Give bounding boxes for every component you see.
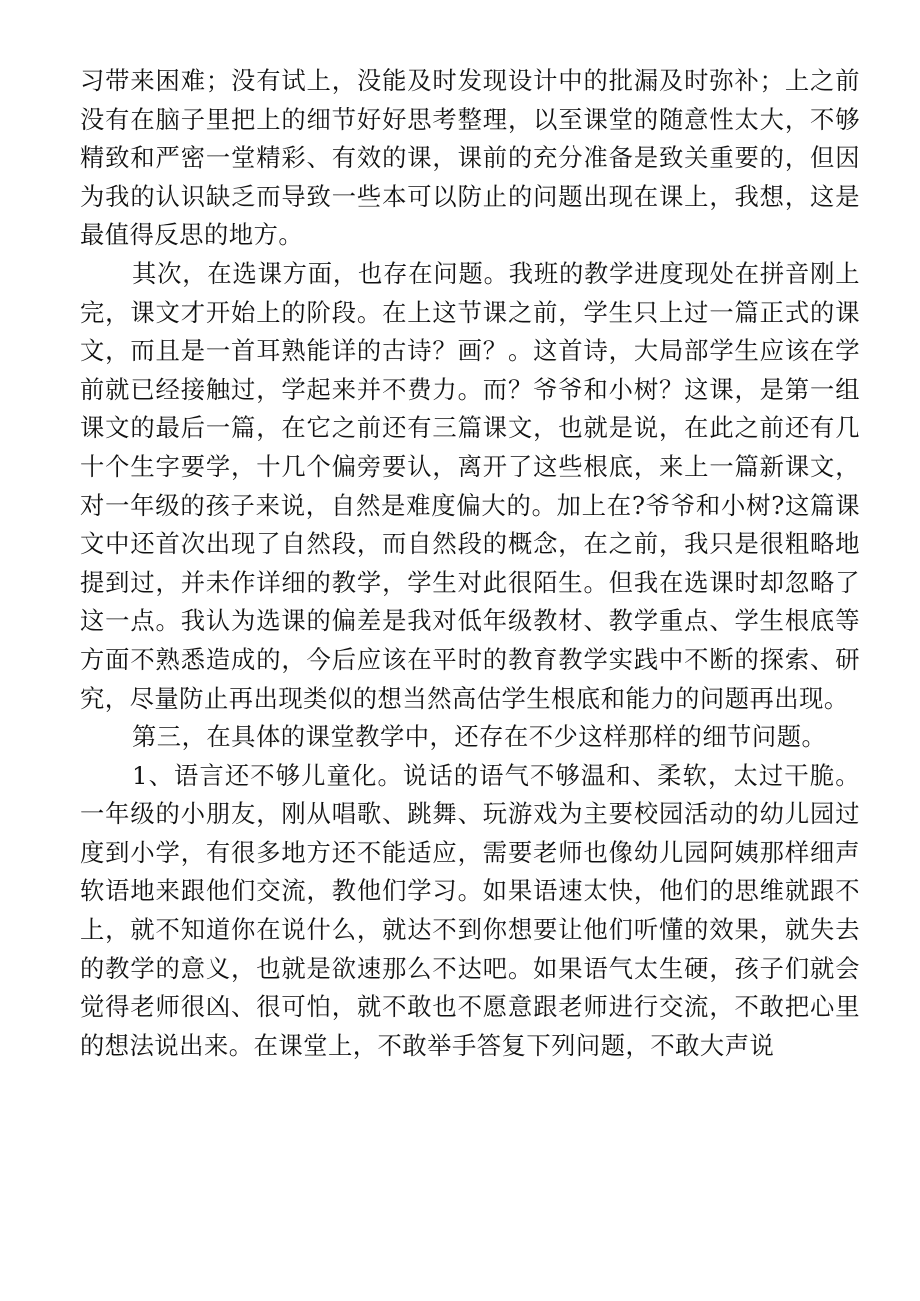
paragraph-4: 1、语言还不够儿童化。说话的语气不够温和、柔软，太过干脆。一年级的小朋友，刚从唱歌、跳舞、玩游戏为主要校园活动的幼儿园过度到小学，有很多地方还不能适应，需要老师也像幼儿园阿姨那样细声软语地来跟他们交流，教他们学习。如果语速太快，他们的思维就跟不上，就不知道你在说什么，就达不到你想要让他们听懂的效果，就失去的教学的意义，也就是欲速那么不达吧。如果语气太生硬，孩子们就会觉得老师很凶、很可怕，就不敢也不愿意跟老师进行交流，不敢把心里的想法说出来。在课堂上，不敢举手答复下列问题，不敢大声说 — [80, 760, 860, 1060]
paragraph-3: 第三，在具体的课堂教学中，还存在不少这样那样的细节问题。 — [132, 722, 827, 752]
paragraph-1: 习带来困难；没有试上，没能及时发现设计中的批漏及时弥补；上之前没有在脑子里把上的细节好好思考整理，以至课堂的随意性太大，不够精致和严密一堂精彩、有效的课，课前的充分准备是致关重要的，但因为我的认识缺乏而导致一些本可以防止的问题出现在课上，我想，这是最值得反思的地方。 — [80, 66, 860, 250]
paragraph-2: 其次，在选课方面，也存在问题。我班的教学进度现处在拼音刚上完，课文才开始上的阶段。在上这节课之前，学生只上过一篇正式的课文，而且是一首耳熟能详的古诗？画？。这首诗，大局部学生应该在学前就已经接触过，学起来并不费力。而？爷爷和小树？这课，是第一组课文的最后一篇，在它之前还有三篇课文，也就是说，在此之前还有几十个生字要学，十几个偏旁要认，离开了这些根底，来上一篇新课文，对一年级的孩子来说，自然是难度偏大的。加上在?爷爷和小树?这篇课文中还首次出现了自然段，而自然段的概念，在之前，我只是很粗略地提到过，并未作详细的教学，学生对此很陌生。但我在选课时却忽略了这一点。我认为选课的偏差是我对低年级教材、教学重点、学生根底等方面不熟悉造成的，今后应该在平时的教育教学实践中不断的探索、研究，尽量防止再出现类似的想当然高估学生根底和能力的问题再出现。 — [80, 258, 860, 713]
document-page — [80, 62, 860, 1065]
